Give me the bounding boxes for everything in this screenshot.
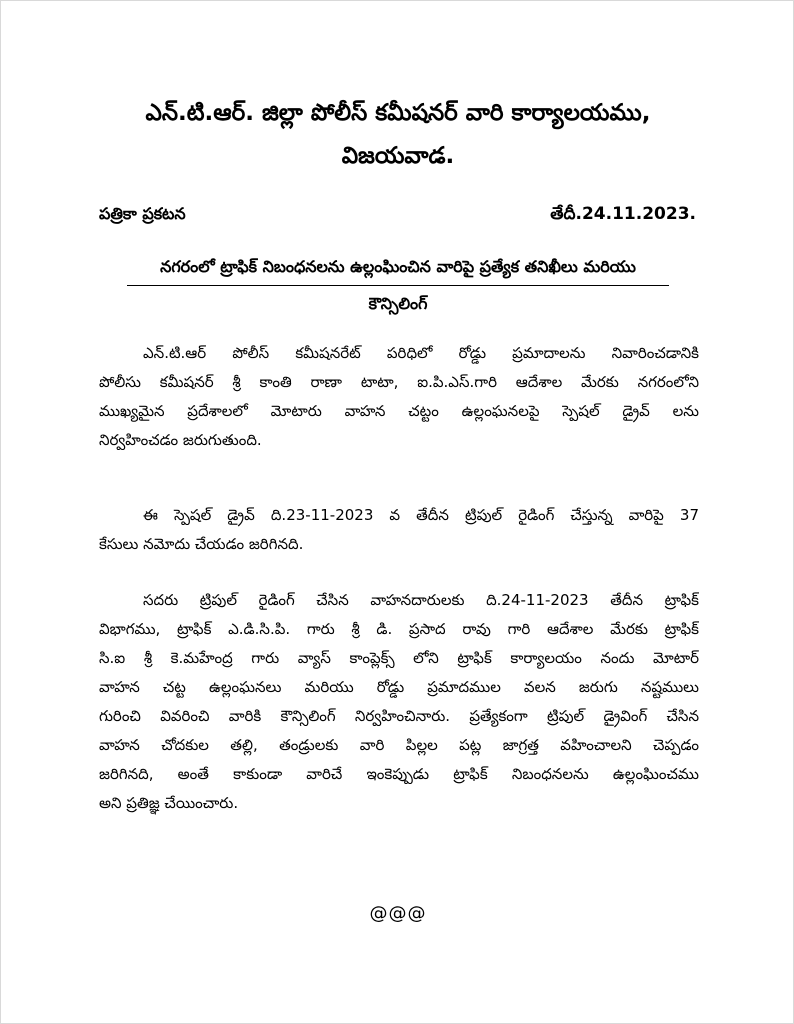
paragraph-line: జరిగినది, అంతే కాకుండా వారిచే ఇంకెప్పుడు ట్రాఫిక్ నిబంధనలను ఉల్లంఘించము [99, 765, 699, 783]
closing-mark: @@@ [369, 903, 427, 924]
office-title: ఎన్.టి.ఆర్. జిల్లా పోలీస్ కమీషనర్ వారి కార్యాలయము, [145, 100, 651, 126]
paragraph-line: ఎన్.టి.ఆర్ పోలీస్ కమీషనరేట్ పరిధిలో రోడ్డు ప్రమాదాలను నివారించడానికి [143, 344, 699, 362]
paragraph-line: పోలీసు కమీషనర్ శ్రీ కాంతి రాణా టాటా, ఐ.పి.ఎస్.గారి ఆదేశాల మేరకు నగరంలోని [99, 373, 699, 391]
press-release-label: పత్రికా ప్రకటన [99, 204, 186, 223]
subject-line-2: కౌన్సిలింగ్ [368, 294, 428, 313]
paragraph-1 [99, 339, 699, 455]
subject-underline [127, 285, 669, 286]
paragraph-line: సి.ఐ శ్రీ కె.మహేంద్ర గారు వ్యాస్ కాంప్లెక్స్ లోని ట్రాఫిక్ కార్యాలయం నందు మోటార్ [99, 649, 699, 667]
paragraph-line: గురించి వివరించి వారికి కౌన్సిలింగ్ నిర్వహించినారు. ప్రత్యేకంగా ట్రిపుల్ డ్రైవింగ్ చేసిన [99, 707, 699, 725]
paragraph-line: ఈ స్పెషల్ డ్రైవ్ ది.23-11-2023 వ తేదీన ట్రిపుల్ రైడింగ్ చేస్తున్న వారిపై 37 [143, 506, 699, 524]
paragraph-line: విభాగము, ట్రాఫిక్ ఎ.డి.సి.పి. గారు శ్రీ డి. ప్రసాద రావు గారి ఆదేశాల మేరకు ట్రాఫిక్ [99, 620, 699, 638]
paragraph-line: వాహన చోదకుల తల్లి, తండ్రులకు వారి పిల్లల పట్ల జాగ్రత్త వహించాలని చెప్పడం [99, 736, 699, 754]
subject-line-1: నగరంలో ట్రాఫిక్ నిబంధనలను ఉల్లంఘించిన వారిపై ప్రత్యేక తనిఖీలు మరియు [160, 257, 636, 276]
office-city: విజయవాడ. [341, 143, 455, 169]
paragraph-line: సదరు ట్రిపుల్ రైడింగ్ చేసిన వాహనదారులకు ది.24-11-2023 తేదీన ట్రాఫిక్ [143, 591, 699, 609]
paragraph-line: ముఖ్యమైన ప్రదేశాలలో మోటారు వాహన చట్టం ఉల్లంఘనలపై స్పెషల్ డ్రైవ్ లను [99, 402, 699, 420]
release-date: తేదీ.24.11.2023. [550, 204, 696, 224]
paragraph-line: నిర్వహించడం జరుగుతుంది. [99, 431, 262, 449]
paragraph-line: అని ప్రతిజ్ఞ చేయించారు. [99, 794, 239, 812]
paragraph-line: కేసులు నమోదు చేయడం జరిగినది. [99, 535, 304, 553]
paragraph-3 [99, 586, 699, 818]
paragraph-2 [99, 501, 699, 559]
paragraph-line: వాహన చట్ట ఉల్లంఘనలు మరియు రోడ్డు ప్రమాదముల వలన జరుగు నష్టములు [99, 678, 699, 696]
